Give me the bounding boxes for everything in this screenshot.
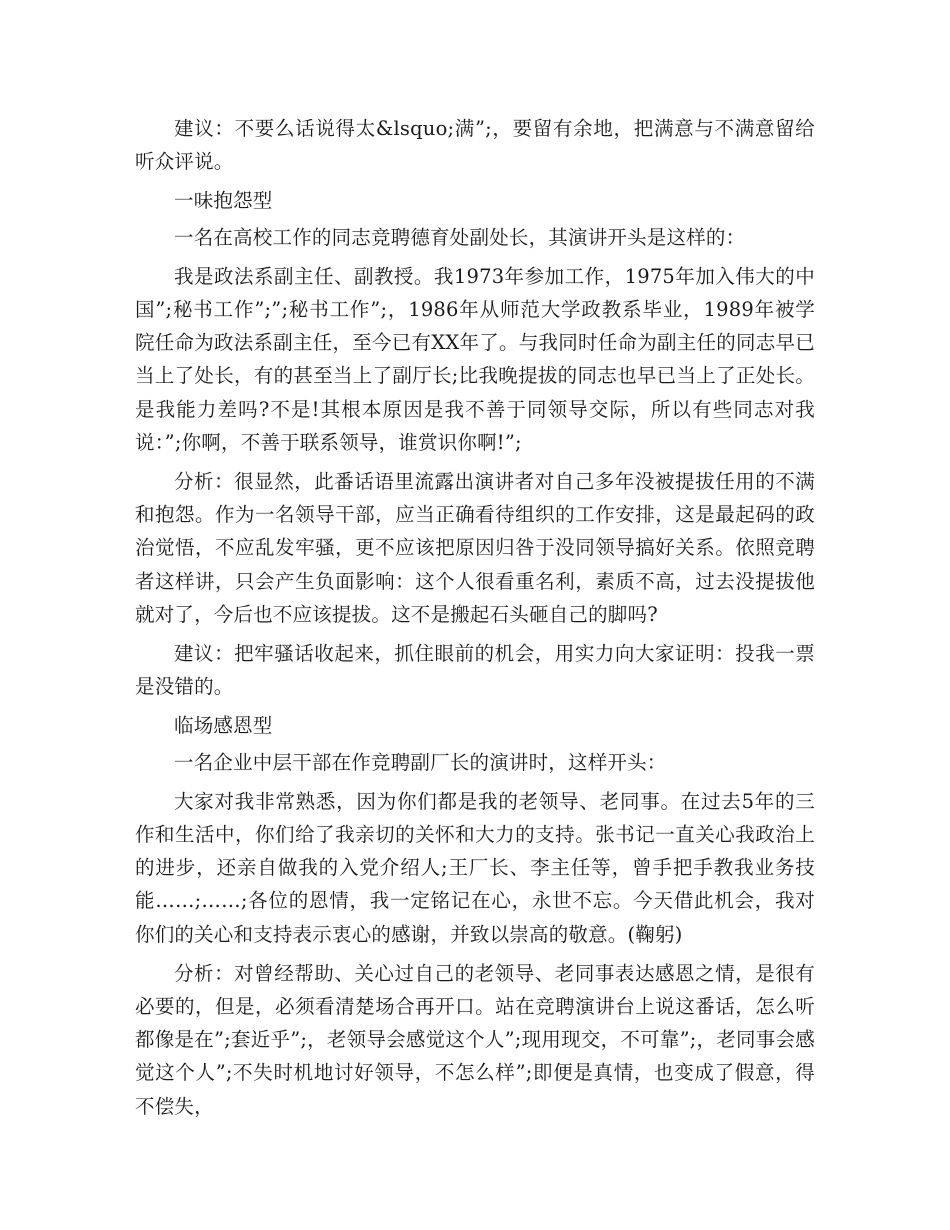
paragraph-complaint-analysis: 分析：很显然，此番话语里流露出演讲者对自己多年没被提拔任用的不满和抱怨。作为一名领导干部，应当正确看待组织的工作安排，这是最起码的政治觉悟，不应乱发牢骚，更不应该把原因归咎于没同领导搞好关系。依照竞聘者这样讲，只会产生负面影响：这个人很看重名利，素质不高，过去没提拔他就对了，今后也不应该提拔。这不是搬起石头砸自己的脚吗? <box>135 470 815 626</box>
section-heading-complaint: 一味抱怨型 <box>174 189 273 213</box>
paragraph-complaint-intro: 一名在高校工作的同志竞聘德育处副处长，其演讲开头是这样的： <box>174 225 746 249</box>
paragraph-advice-1: 建议：不要么话说得太&lsquo;满”;，要留有余地，把满意与不满意留给听众评说。 <box>135 117 815 174</box>
section-heading-gratitude: 临场感恩型 <box>174 714 273 738</box>
paragraph-gratitude-intro: 一名企业中层干部在作竞聘副厂长的演讲时，这样开头： <box>174 750 667 774</box>
paragraph-complaint-advice: 建议：把牢骚话收起来，抓住眼前的机会，用实力向大家证明：投我一票是没错的。 <box>135 642 815 699</box>
paragraph-gratitude-analysis: 分析：对曾经帮助、关心过自己的老领导、老同事表达感恩之情，是很有必要的，但是，必须看清楚场合再开口。站在竞聘演讲台上说这番话，怎么听都像是在”;套近乎”;，老领导会感觉这个人”;现用现交，不可靠”;，老同事会感觉这个人”;不失时机地讨好领导，不怎么样”;即便是真情，也变成了假意，得不偿失， <box>135 961 815 1118</box>
paragraph-gratitude-speech: 大家对我非常熟悉，因为你们都是我的老领导、老同事。在过去5年的三作和生活中，你们给了我亲切的关怀和大力的支持。张书记一直关心我政治上的进步，还亲自做我的入党介绍人;王厂长、李主任等，曾手把手教我业务技能……;……;各位的恩情，我一定铭记在心，永世不忘。今天借此机会，我对你们的关心和支持表示衷心的感谢，并致以崇高的敬意。(鞠躬) <box>135 789 815 946</box>
paragraph-complaint-speech: 我是政法系副主任、副教授。我1973年参加工作，1975年加入伟大的中国”;秘书工作”;”;秘书工作”;，1986年从师范大学政教系毕业，1989年被学院任命为政法系副主任，至今已有XX年了。与我同时任命为副主任的同志早已当上了处长，有的甚至当上了副厅长;比我晚提拔的同志也早已当上了正处长。是我能力差吗?不是!其根本原因是我不善于同领导交际，所以有些同志对我说：”;你啊，不善于联系领导，谁赏识你啊!”; <box>135 264 815 454</box>
